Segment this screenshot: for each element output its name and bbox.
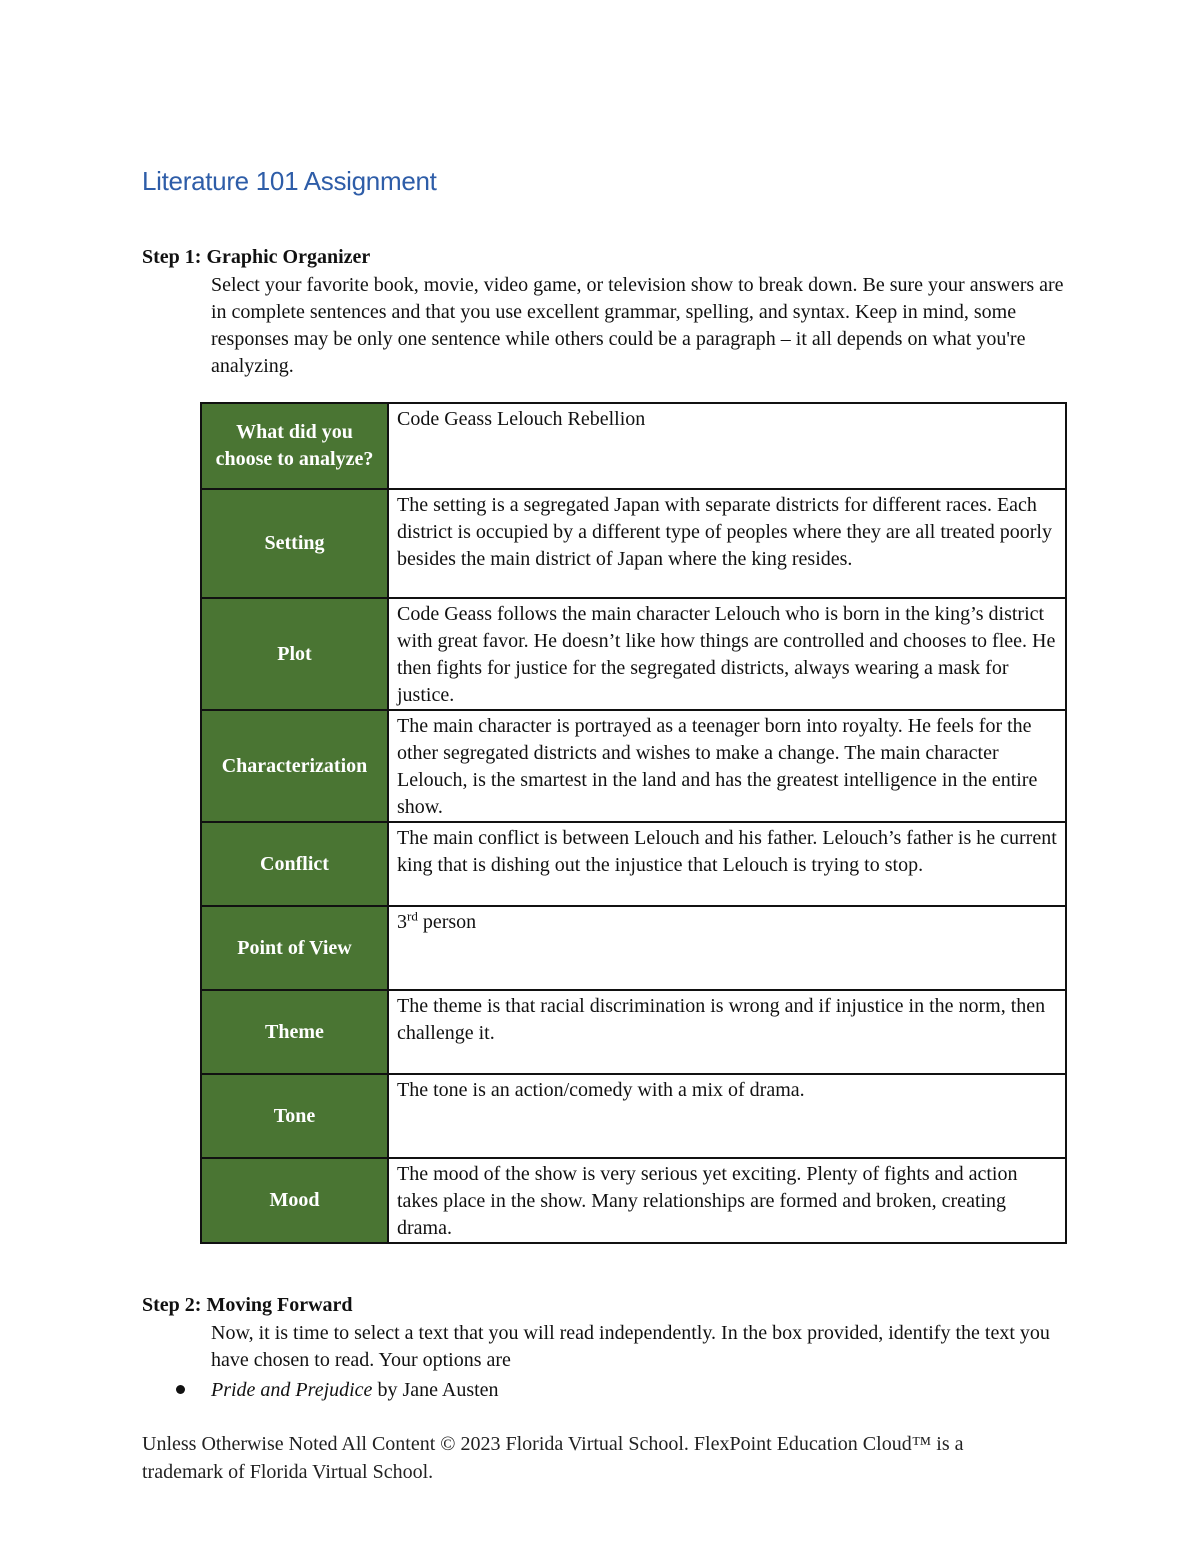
organizer-row-plot (201, 598, 1066, 710)
organizer-row-characterization (201, 710, 1066, 822)
organizer-row-conflict (201, 822, 1066, 906)
organizer-row-mood (201, 1158, 1066, 1243)
book-option-item (176, 1377, 499, 1404)
pov-ordinal-suffix: rd (407, 908, 418, 924)
book-title: Pride and Prejudice (211, 1379, 373, 1401)
organizer-row-point-of-view (201, 906, 1066, 990)
row-label-point-of-view: Point of View (201, 906, 388, 990)
row-response-plot: Code Geass follows the main character Lelouch who is born in the king’s district with great favor. He doesn’t like how things are controlled and chooses to flee. He then fights for justice for the segregated districts, always wearing a mask for justice. (388, 598, 1066, 710)
book-byline: by Jane Austen (372, 1379, 499, 1401)
row-response-tone: The tone is an action/comedy with a mix of drama. (388, 1074, 1066, 1158)
row-response-choice: Code Geass Lelouch Rebellion (388, 403, 1066, 489)
step2-instructions: Now, it is time to select a text that you will read independently. In the box provided, identify the text you have chosen to read. Your options are (211, 1322, 1050, 1371)
organizer-row-theme (201, 990, 1066, 1074)
row-response-point-of-view (388, 906, 1066, 990)
row-response-theme: The theme is that racial discrimination is wrong and if injustice in the norm, then challenge it. (388, 990, 1066, 1074)
row-label-theme: Theme (201, 990, 388, 1074)
row-label-mood: Mood (201, 1158, 388, 1243)
graphic-organizer-table (200, 402, 1067, 1244)
row-label-plot: Plot (201, 598, 388, 710)
organizer-row-tone (201, 1074, 1066, 1158)
organizer-row-setting (201, 489, 1066, 598)
pov-number: 3 (397, 911, 407, 933)
pov-rest: person (417, 911, 477, 933)
step2-heading: Step 2: Moving Forward (142, 1294, 353, 1316)
row-response-characterization: The main character is portrayed as a teenager born into royalty. He feels for the other segregated districts and wishes to make a change. The main character Lelouch, is the smartest in the land and has the greatest intelligence in the entire show. (388, 710, 1066, 822)
step1-instructions: Select your favorite book, movie, video game, or television show to break down. Be sure your answers are in complete sentences and that you use excellent grammar, spelling, and syntax. Keep in mind, some responses may be only one sentence while others could be a paragraph – it all depends on what you're analyzing. (211, 274, 1064, 377)
row-label-choice: What did you choose to analyze? (201, 403, 388, 489)
page-title: Literature 101 Assignment (142, 166, 437, 196)
row-label-setting: Setting (201, 489, 388, 598)
row-response-setting: The setting is a segregated Japan with separate districts for different races. Each district is occupied by a different type of peoples where they are all treated poorly besides the main district of Japan where the king resides. (388, 489, 1066, 598)
row-response-conflict: The main conflict is between Lelouch and his father. Lelouch’s father is he current king that is dishing out the injustice that Lelouch is trying to stop. (388, 822, 1066, 906)
row-response-mood: The mood of the show is very serious yet exciting. Plenty of fights and action takes place in the show. Many relationships are formed and broken, creating drama. (388, 1158, 1066, 1243)
organizer-row-choice (201, 403, 1066, 489)
row-label-characterization: Characterization (201, 710, 388, 822)
step1-heading: Step 1: Graphic Organizer (142, 246, 371, 268)
copyright-footer: Unless Otherwise Noted All Content © 2023 Florida Virtual School. FlexPoint Education Cloud™ is a trademark of Florida Virtual School. (142, 1433, 964, 1483)
row-label-tone: Tone (201, 1074, 388, 1158)
bullet-icon (176, 1385, 185, 1394)
row-label-conflict: Conflict (201, 822, 388, 906)
